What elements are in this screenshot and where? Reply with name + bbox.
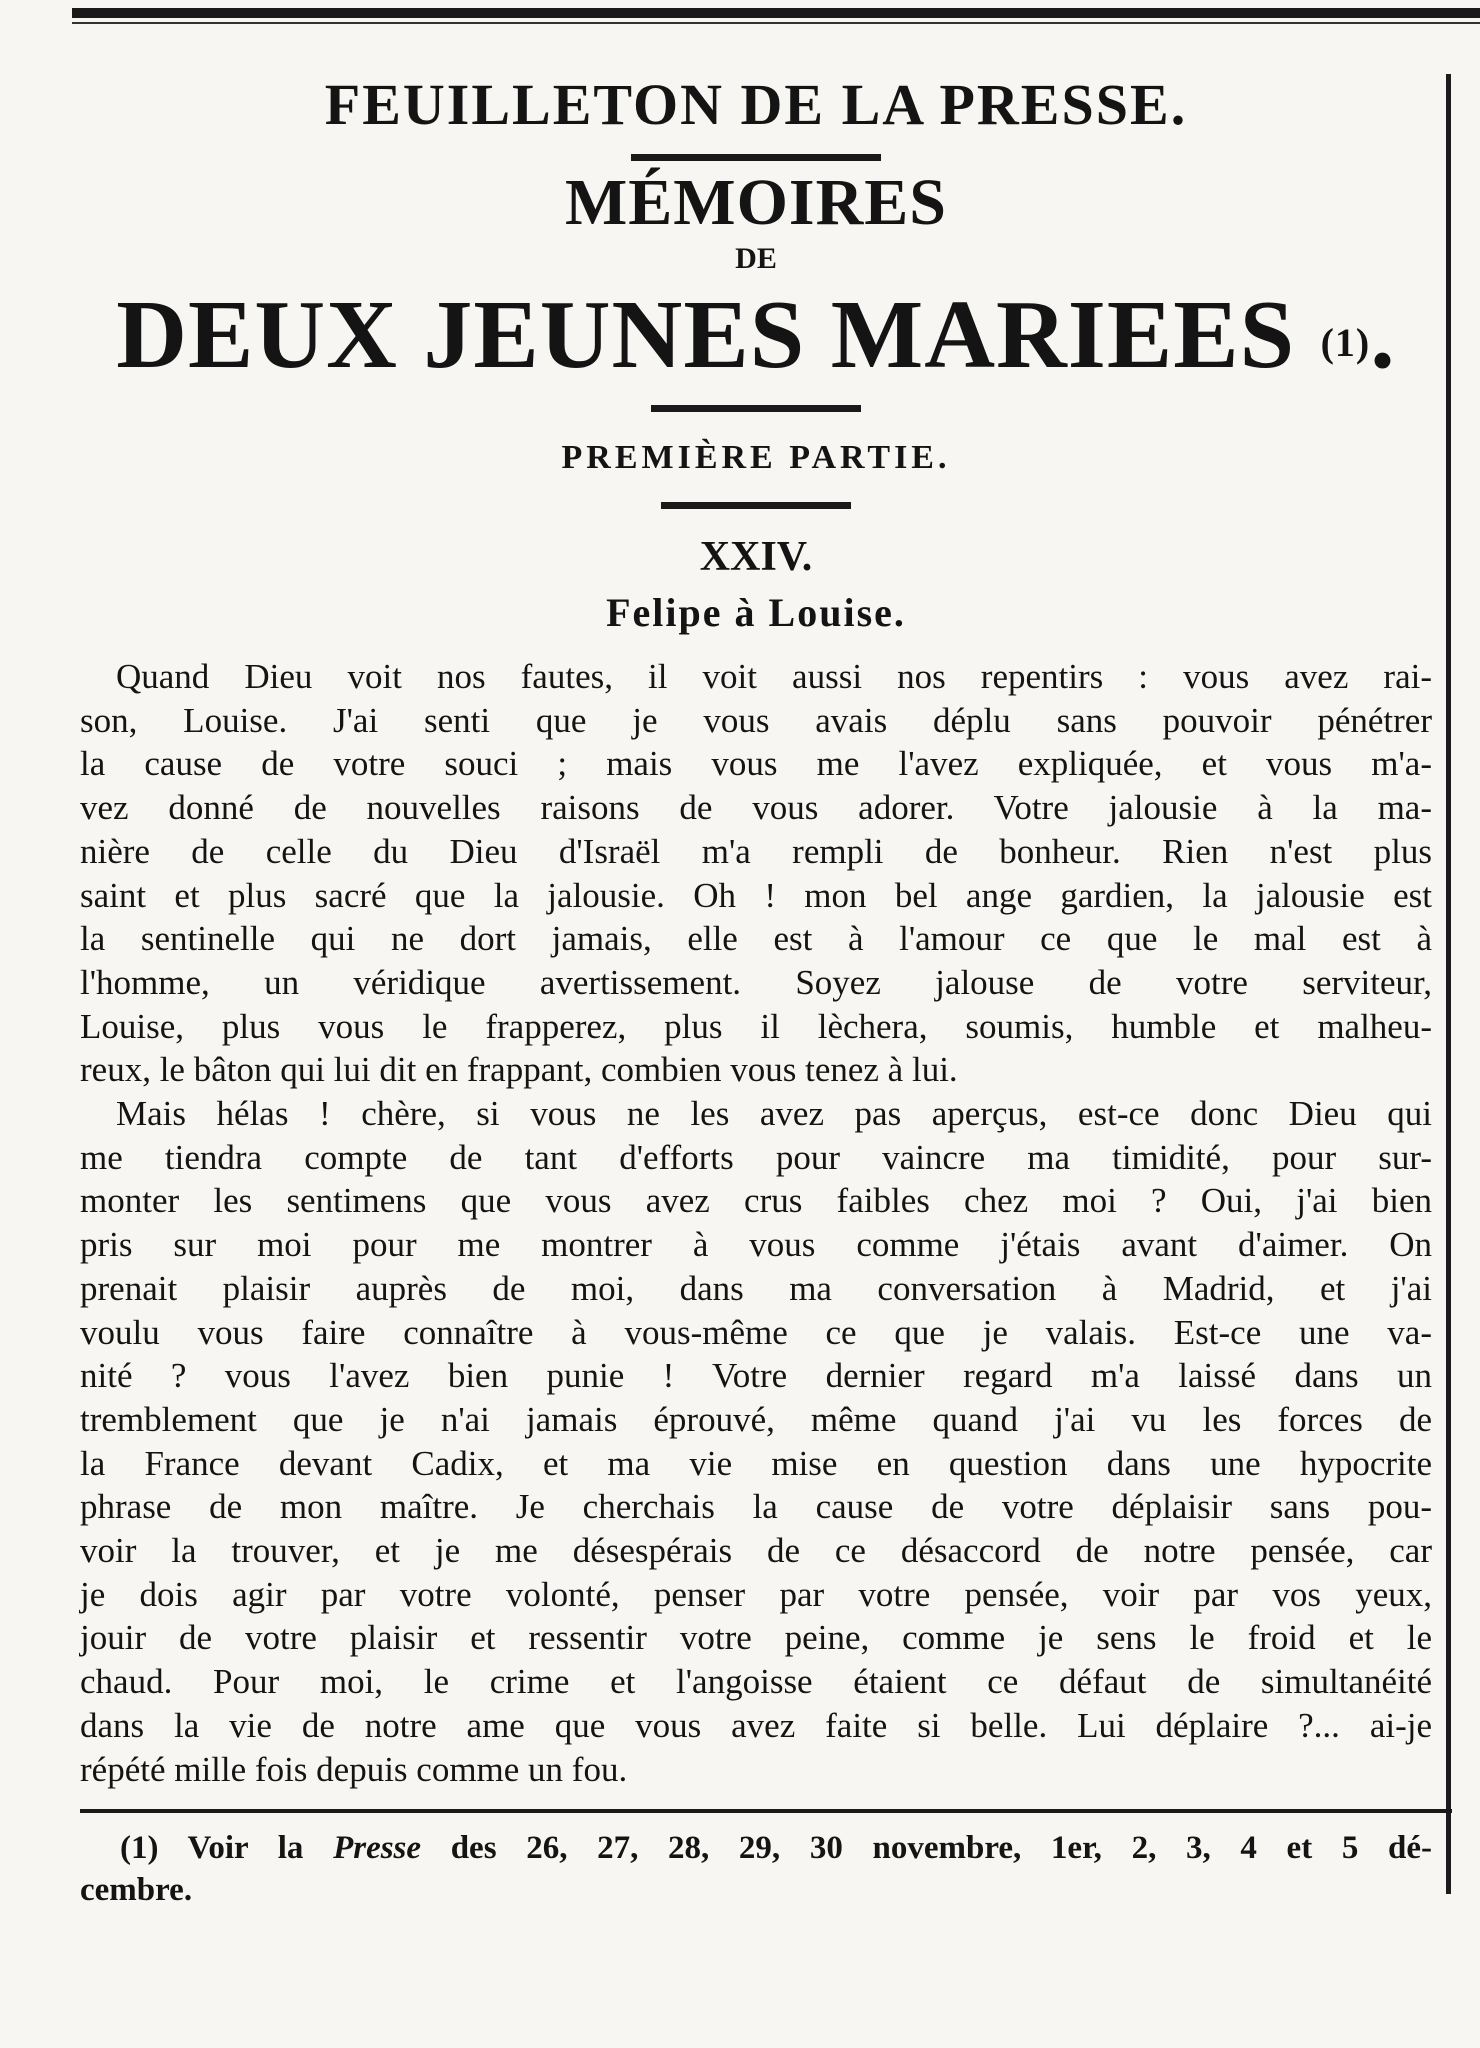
column-divider-rule bbox=[1446, 74, 1451, 1894]
text-line: prenait plaisir auprès de moi, dans ma conversation à Madrid, et j'ai bbox=[80, 1268, 1432, 1308]
text-line: Quand Dieu voit nos fautes, il voit aussi nos repentirs : vous avez rai- bbox=[116, 657, 1432, 696]
text-line: Louise, plus vous le frapperez, plus il lèchera, soumis, humble et malheu- bbox=[80, 1006, 1432, 1046]
part-heading: PREMIÈRE PARTIE. bbox=[561, 439, 951, 476]
paragraph-2 bbox=[80, 1092, 1432, 1791]
title-footnote-mark: (1) bbox=[1320, 320, 1371, 365]
text-line: nière de celle du Dieu d'Israël m'a rempli de bonheur. Rien n'est plus bbox=[80, 831, 1432, 871]
text-line: voulu vous faire connaître à vous-même ce que je valais. Est-ce une va- bbox=[80, 1312, 1432, 1352]
masthead-divider bbox=[631, 154, 881, 161]
text-line: nité ? vous l'avez bien punie ! Votre dernier regard m'a laissé dans un bbox=[80, 1356, 1432, 1396]
text-line: reux, le bâton qui lui dit en frappant, combien vous tenez à lui. bbox=[80, 1050, 958, 1090]
text-line: la France devant Cadix, et ma vie mise en question dans une hypocrite bbox=[80, 1443, 1432, 1483]
title-trailing-period: . bbox=[1370, 281, 1396, 389]
text-line: son, Louise. J'ai senti que je vous avais déplu sans pouvoir pénétrer bbox=[80, 700, 1432, 740]
footnote-line bbox=[80, 1827, 1432, 1869]
paragraph-1 bbox=[80, 655, 1432, 1092]
text-line: répété mille fois depuis comme un fou. bbox=[80, 1749, 628, 1789]
text-line: la sentinelle qui ne dort jamais, elle est à l'amour ce que le mal est à bbox=[80, 919, 1432, 959]
title-main bbox=[80, 279, 1432, 391]
footnote-text-before: Voir la bbox=[187, 1830, 304, 1867]
text-line: dans la vie de notre ame que vous avez faite si belle. Lui déplaire ?... ai-je bbox=[80, 1705, 1432, 1745]
footnote-publication: Presse bbox=[333, 1830, 422, 1867]
text-line: pris sur moi pour me montrer à vous comme j'étais avant d'aimer. On bbox=[80, 1225, 1432, 1265]
title-main-text: DEUX JEUNES MARIEES bbox=[116, 281, 1296, 389]
chapter-number: XXIV. bbox=[699, 534, 813, 580]
text-line: chaud. Pour moi, le crime et l'angoisse étaient ce défaut de simultanéité bbox=[80, 1662, 1432, 1702]
text-line: la cause de votre souci ; mais vous me l'avez expliquée, et vous m'a- bbox=[80, 744, 1432, 784]
top-border-thin-rule bbox=[72, 22, 1480, 24]
feuilleton-column bbox=[80, 60, 1432, 1911]
text-line: l'homme, un véridique avertissement. Soyez jalouse de votre serviteur, bbox=[80, 962, 1432, 1002]
footnote-line: cembre. bbox=[80, 1872, 193, 1909]
footnote-mark: (1) bbox=[120, 1830, 159, 1867]
footnote bbox=[80, 1827, 1432, 1911]
text-line: monter les sentimens que vous avez crus faibles chez moi ? Oui, j'ai bien bbox=[80, 1181, 1432, 1221]
text-line: vez donné de nouvelles raisons de vous adorer. Votre jalousie à la ma- bbox=[80, 788, 1432, 828]
text-line: Mais hélas ! chère, si vous ne les avez pas aperçus, est-ce donc Dieu qui bbox=[116, 1094, 1432, 1134]
title-line-de: DE bbox=[735, 242, 777, 275]
title-line-memoires: MÉMOIRES bbox=[564, 166, 948, 239]
text-line: tremblement que je n'ai jamais éprouvé, même quand j'ai vu les forces de bbox=[80, 1399, 1432, 1439]
letter-heading: Felipe à Louise. bbox=[606, 590, 906, 635]
text-line: me tiendra compte de tant d'efforts pour vaincre ma timidité, pour sur- bbox=[80, 1137, 1432, 1177]
text-line: phrase de mon maître. Je cherchais la cause de votre déplaisir sans pou- bbox=[80, 1487, 1432, 1527]
feuilleton-masthead: FEUILLETON DE LA PRESSE. bbox=[324, 72, 1188, 137]
footnote-divider bbox=[80, 1809, 1452, 1813]
text-line: jouir de votre plaisir et ressentir votre peine, comme je sens le froid et le bbox=[80, 1618, 1432, 1658]
title-divider bbox=[651, 405, 861, 412]
top-border-rule bbox=[72, 8, 1480, 18]
part-divider bbox=[661, 502, 851, 509]
footnote-text-after: des 26, 27, 28, 29, 30 novembre, 1er, 2, 3, 4 et 5 dé- bbox=[450, 1830, 1432, 1867]
text-line: je dois agir par votre volonté, penser par votre pensée, voir par vos yeux, bbox=[80, 1574, 1432, 1614]
text-line: saint et plus sacré que la jalousie. Oh ! mon bel ange gardien, la jalousie est bbox=[80, 875, 1432, 915]
text-line: voir la trouver, et je me désespérais de ce désaccord de notre pensée, car bbox=[80, 1531, 1432, 1571]
